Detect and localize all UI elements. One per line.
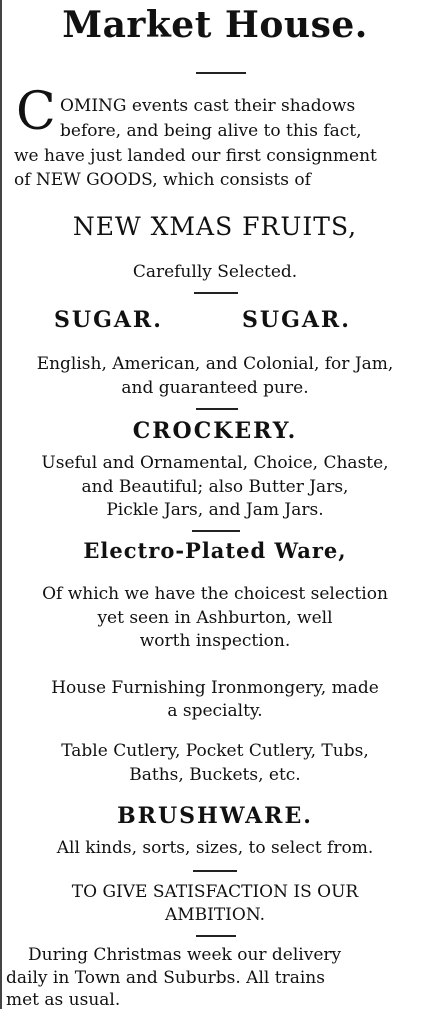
christmas-line: daily in Town and Suburbs. All trains xyxy=(6,968,325,988)
section-heading-sugar: SUGAR. xyxy=(242,307,351,333)
sugar-line: and guaranteed pure. xyxy=(121,378,309,398)
section-heading-brushware: BRUSHWARE. xyxy=(117,803,313,829)
ad-title: Market House. xyxy=(62,4,368,46)
electro-line: yet seen in Ashburton, well xyxy=(97,608,333,628)
section-heading-fruits: NEW XMAS FRUITS, xyxy=(72,212,358,241)
satisfaction-line: TO GIVE SATISFACTION IS OUR xyxy=(71,882,359,902)
brushware-line: All kinds, sorts, sizes, to select from. xyxy=(56,838,374,858)
crockery-line: and Beautiful; also Butter Jars, xyxy=(81,477,349,497)
intro-line: we have just landed our first consignment xyxy=(14,146,377,166)
cutlery-line: Table Cutlery, Pocket Cutlery, Tubs, xyxy=(61,741,369,761)
section-heading-electro-plated: Electro-Plated Ware, xyxy=(83,538,347,563)
divider xyxy=(196,935,236,937)
fruits-subline: Carefully Selected. xyxy=(132,262,298,282)
satisfaction-line: AMBITION. xyxy=(164,905,266,925)
electro-line: worth inspection. xyxy=(139,631,291,651)
christmas-line: During Christmas week our delivery xyxy=(28,945,342,965)
divider xyxy=(196,408,238,410)
divider xyxy=(194,292,238,294)
house-furnishing-line: a specialty. xyxy=(167,701,263,721)
intro-line: before, and being alive to this fact, xyxy=(60,121,362,141)
intro-line: of NEW GOODS, which consists of xyxy=(14,170,311,190)
christmas-line: met as usual. xyxy=(6,990,121,1010)
crockery-line: Pickle Jars, and Jam Jars. xyxy=(106,500,324,520)
drop-cap: C xyxy=(16,82,56,142)
intro-line: OMING events cast their shadows xyxy=(60,96,356,116)
house-furnishing-line: House Furnishing Ironmongery, made xyxy=(51,678,379,698)
divider xyxy=(196,72,246,74)
electro-line: Of which we have the choicest selection xyxy=(42,584,388,604)
section-heading-crockery: CROCKERY. xyxy=(132,418,298,444)
section-heading-sugar: SUGAR. xyxy=(54,307,163,333)
divider xyxy=(192,530,240,532)
cutlery-line: Baths, Buckets, etc. xyxy=(129,765,301,785)
sugar-line: English, American, and Colonial, for Jam, xyxy=(36,354,394,374)
divider xyxy=(193,870,237,872)
crockery-line: Useful and Ornamental, Choice, Chaste, xyxy=(41,453,389,473)
